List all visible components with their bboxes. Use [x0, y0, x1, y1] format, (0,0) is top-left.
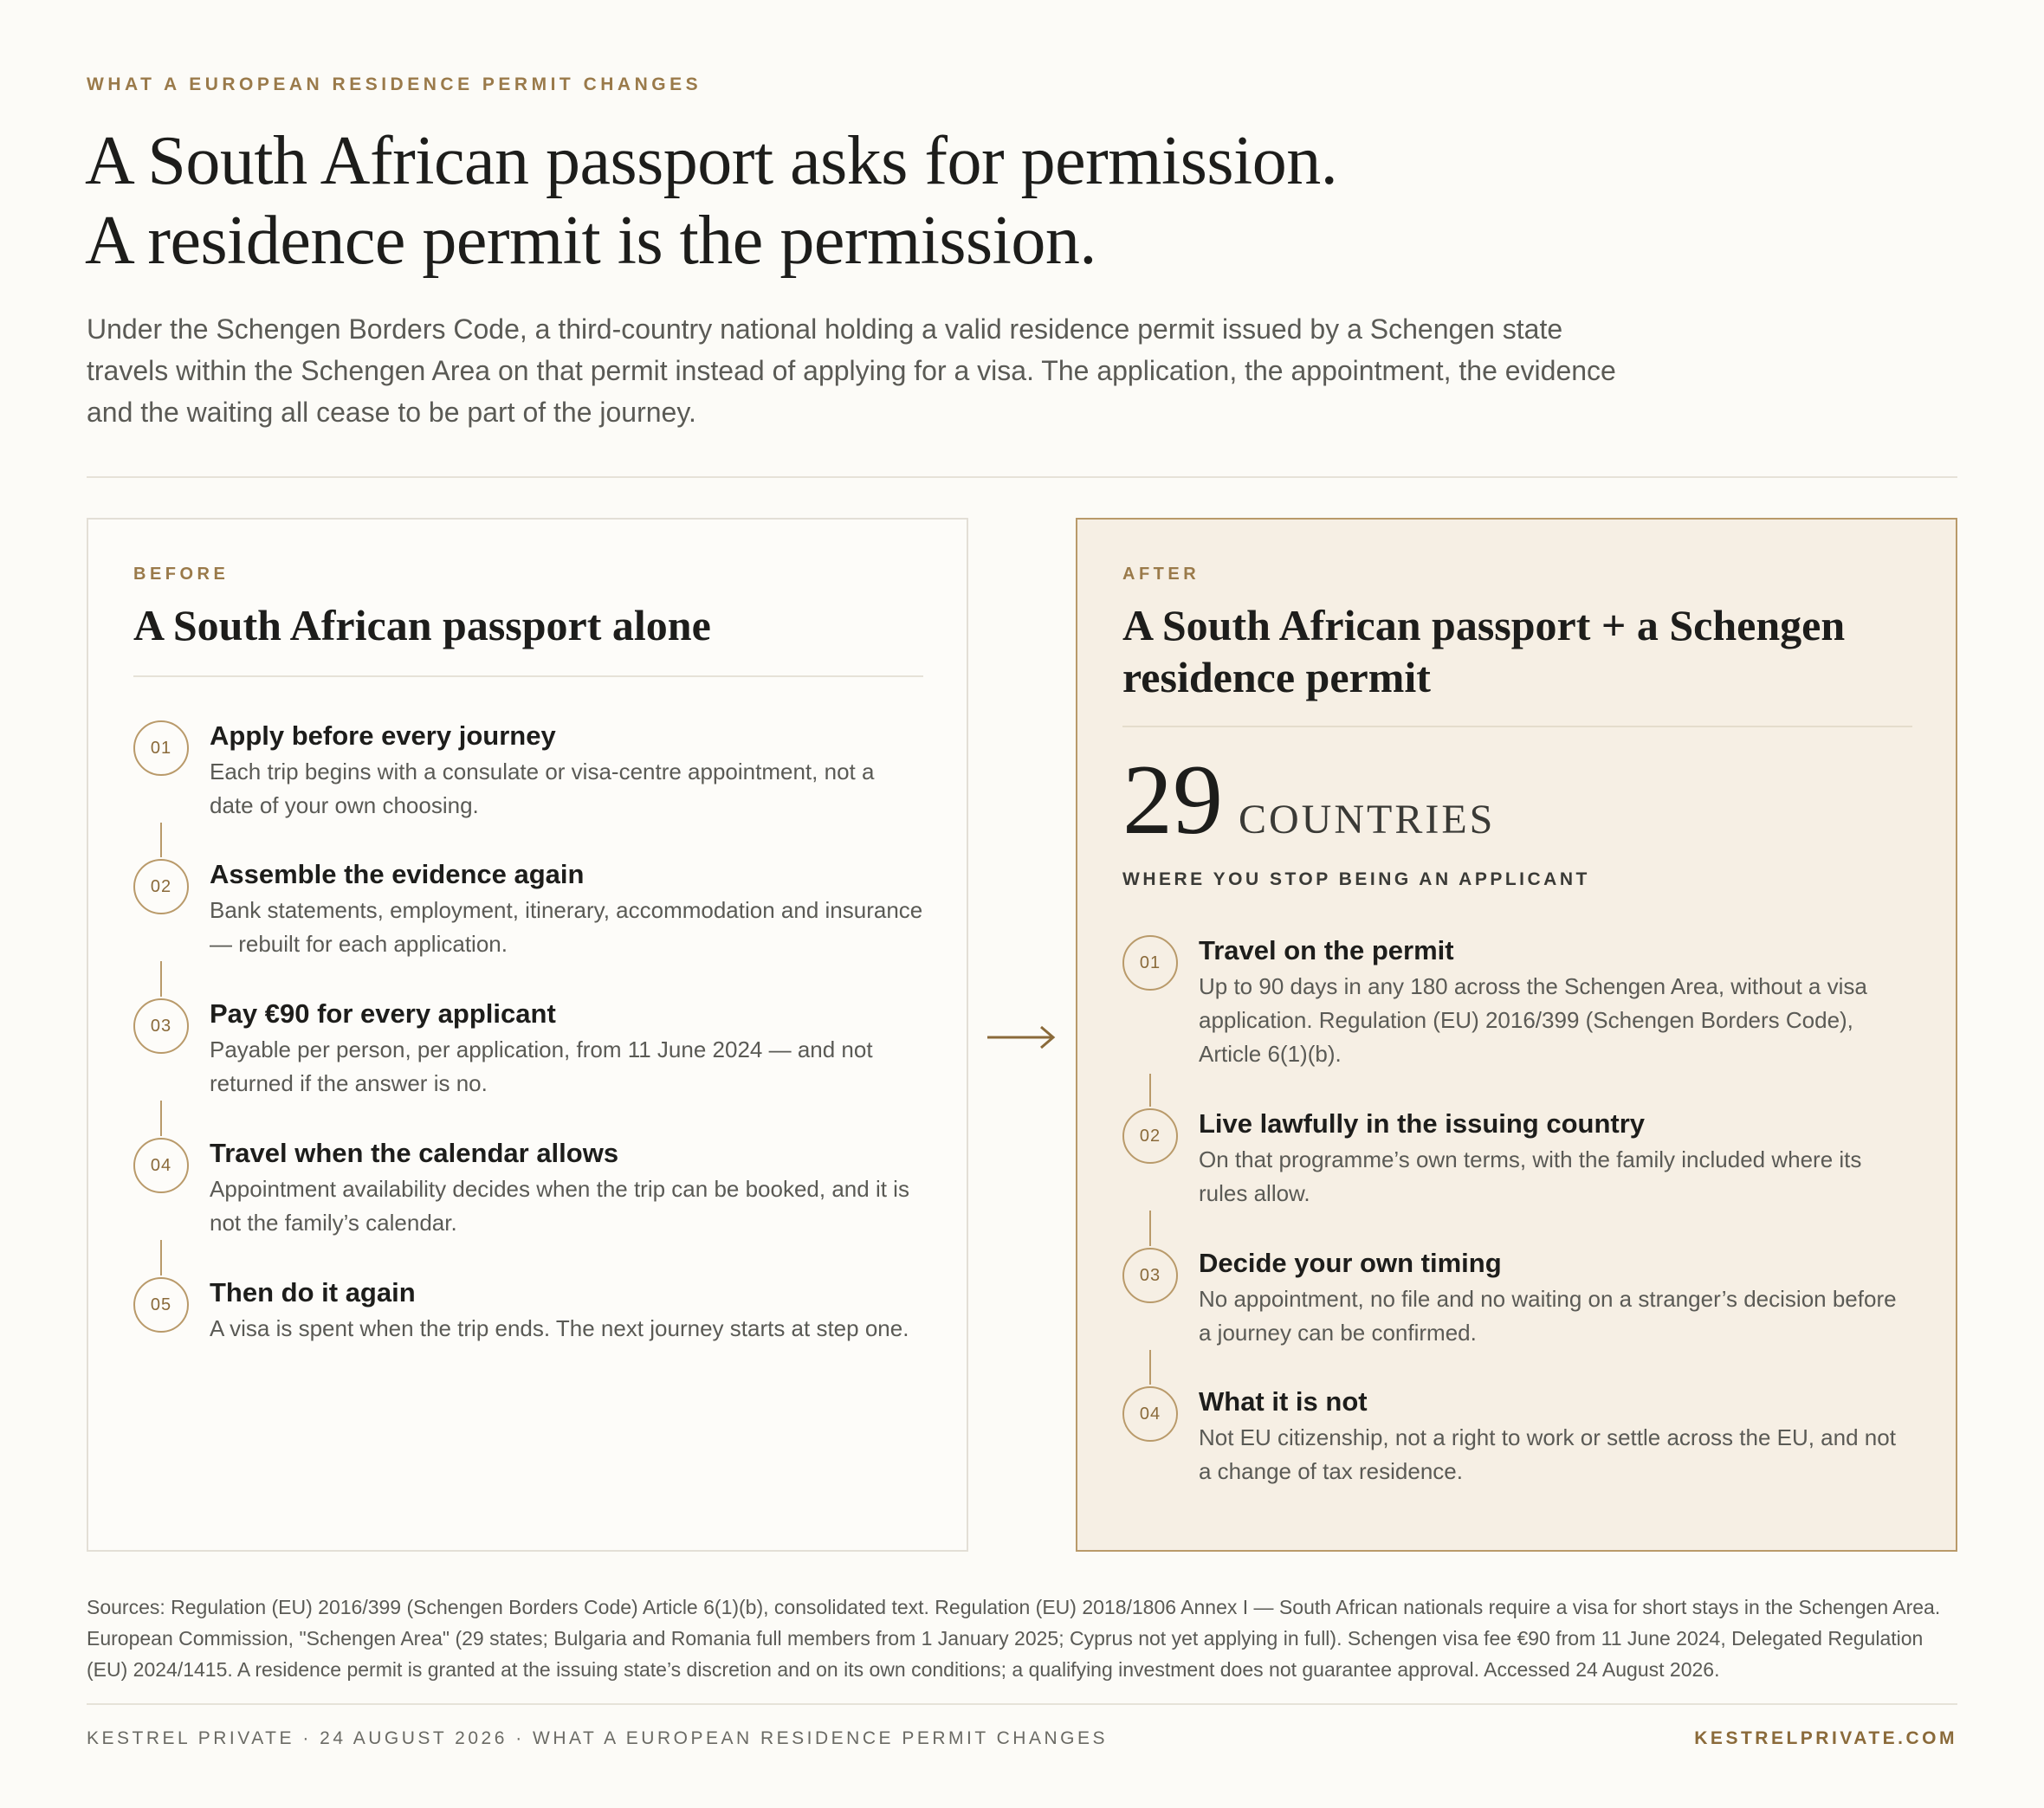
- list-item: [133, 997, 923, 1136]
- step-number-badge: 03: [1122, 1248, 1178, 1303]
- list-item: [133, 1275, 923, 1346]
- list-item: [1122, 933, 1912, 1107]
- step-number-badge: 03: [133, 998, 189, 1054]
- step-number-badge: 01: [133, 720, 189, 776]
- step-connector: [1149, 1211, 1151, 1246]
- step-connector: [160, 823, 162, 857]
- footer-credit: KESTREL PRIVATE · 24 AUGUST 2026 · WHAT A EUROPEAN RESIDENCE PERMIT CHANGES: [87, 1728, 1108, 1748]
- step-number-badge: 01: [1122, 935, 1178, 991]
- step-connector: [160, 1240, 162, 1275]
- headline-line-2: A residence permit is the permission.: [85, 203, 1096, 279]
- step-title: Travel on the permit: [1199, 935, 1454, 965]
- step-text: Up to 90 days in any 180 across the Schengen Area, without a visa application. Regulation (EU) 2016/399 (Schengen Borders Code), Article 6(1)(b).: [1199, 973, 1867, 1067]
- step-number-badge: 02: [133, 859, 189, 914]
- step-number-badge: 04: [133, 1138, 189, 1193]
- step-text: Payable per person, per application, from 11 June 2024 — and not returned if the answer is no.: [210, 1036, 873, 1096]
- step-title: Travel when the calendar allows: [210, 1138, 619, 1168]
- eyebrow: WHAT A EUROPEAN RESIDENCE PERMIT CHANGES: [87, 74, 702, 94]
- before-steps: [133, 719, 923, 1346]
- page-title: [85, 121, 1730, 281]
- step-connector: [160, 961, 162, 997]
- after-label: AFTER: [1122, 565, 1200, 584]
- after-steps: [1122, 933, 1912, 1488]
- list-item: [133, 719, 923, 857]
- list-item: [1122, 1246, 1912, 1385]
- list-item: [1122, 1107, 1912, 1246]
- step-title: Pay €90 for every applicant: [210, 998, 556, 1029]
- list-item: [133, 857, 923, 997]
- arrow-right-icon: [987, 1020, 1057, 1055]
- before-card: [87, 518, 968, 1552]
- step-text: Appointment availability decides when the trip can be booked, and it is not the family’s calendar.: [210, 1176, 909, 1236]
- step-text: Bank statements, employment, itinerary, accommodation and insurance — rebuilt for each application.: [210, 897, 923, 957]
- step-number-badge: 05: [133, 1277, 189, 1333]
- step-number-badge: 04: [1122, 1386, 1178, 1442]
- step-text: On that programme’s own terms, with the family included where its rules allow.: [1199, 1146, 1862, 1206]
- step-title: Assemble the evidence again: [210, 859, 585, 889]
- country-count-caption: WHERE YOU STOP BEING AN APPLICANT: [1122, 869, 1590, 889]
- sources-note: Sources: Regulation (EU) 2016/399 (Schengen Borders Code) Article 6(1)(b), consolidated text. Regulation (EU) 2018/1806 Annex I — South African nationals require a visa for short stays in the Schengen Area. European Commission, "Schengen Area" (29 states; Bulgaria and Romania full members from 1 January 2025; Cyprus not yet applying in full). Schengen visa fee €90 from 11 June 2024, Delegated Regulation (EU) 2024/1415. A residence permit is granted at the issuing state’s discretion and on its own conditions; a qualifying investment does not guarantee approval. Accessed 24 August 2026.: [87, 1596, 1941, 1681]
- list-item: [1122, 1385, 1912, 1488]
- after-title: A South African passport + a Schengen residence permit: [1122, 601, 1846, 701]
- intro-paragraph: Under the Schengen Borders Code, a third-country national holding a valid residence permit issued by a Schengen state travels within the Schengen Area on that permit instead of applying for a visa. The application, the appointment, the evidence and the waiting all cease to be part of the journey.: [87, 313, 1616, 428]
- step-title: Live lawfully in the issuing country: [1199, 1108, 1646, 1139]
- divider: [87, 1703, 1957, 1705]
- card-divider: [133, 675, 923, 677]
- before-label: BEFORE: [133, 565, 230, 584]
- country-count: [1122, 745, 1496, 856]
- divider: [87, 476, 1957, 478]
- step-connector: [1149, 1074, 1151, 1107]
- step-connector: [160, 1101, 162, 1136]
- step-title: Decide your own timing: [1199, 1248, 1502, 1278]
- before-title: A South African passport alone: [133, 601, 711, 649]
- list-item: [133, 1136, 923, 1275]
- card-divider: [1122, 726, 1912, 727]
- step-text: Not EU citizenship, not a right to work or settle across the EU, and not a change of tax residence.: [1199, 1424, 1896, 1484]
- step-connector: [1149, 1350, 1151, 1385]
- step-text: Each trip begins with a consulate or visa-centre appointment, not a date of your own choosing.: [210, 759, 875, 818]
- step-text: No appointment, no file and no waiting on a stranger’s decision before a journey can be confirmed.: [1199, 1286, 1897, 1346]
- headline-line-1: A South African passport asks for permission.: [85, 123, 1338, 199]
- step-text: A visa is spent when the trip ends. The next journey starts at step one.: [210, 1315, 909, 1341]
- country-count-number: 29: [1122, 745, 1223, 856]
- footer-website-link[interactable]: KESTRELPRIVATE.COM: [1694, 1728, 1957, 1748]
- step-title: Then do it again: [210, 1277, 416, 1308]
- step-title: Apply before every journey: [210, 720, 556, 751]
- after-card: [1076, 518, 1957, 1552]
- step-number-badge: 02: [1122, 1108, 1178, 1164]
- country-count-unit: COUNTRIES: [1239, 797, 1496, 843]
- step-title: What it is not: [1199, 1386, 1368, 1417]
